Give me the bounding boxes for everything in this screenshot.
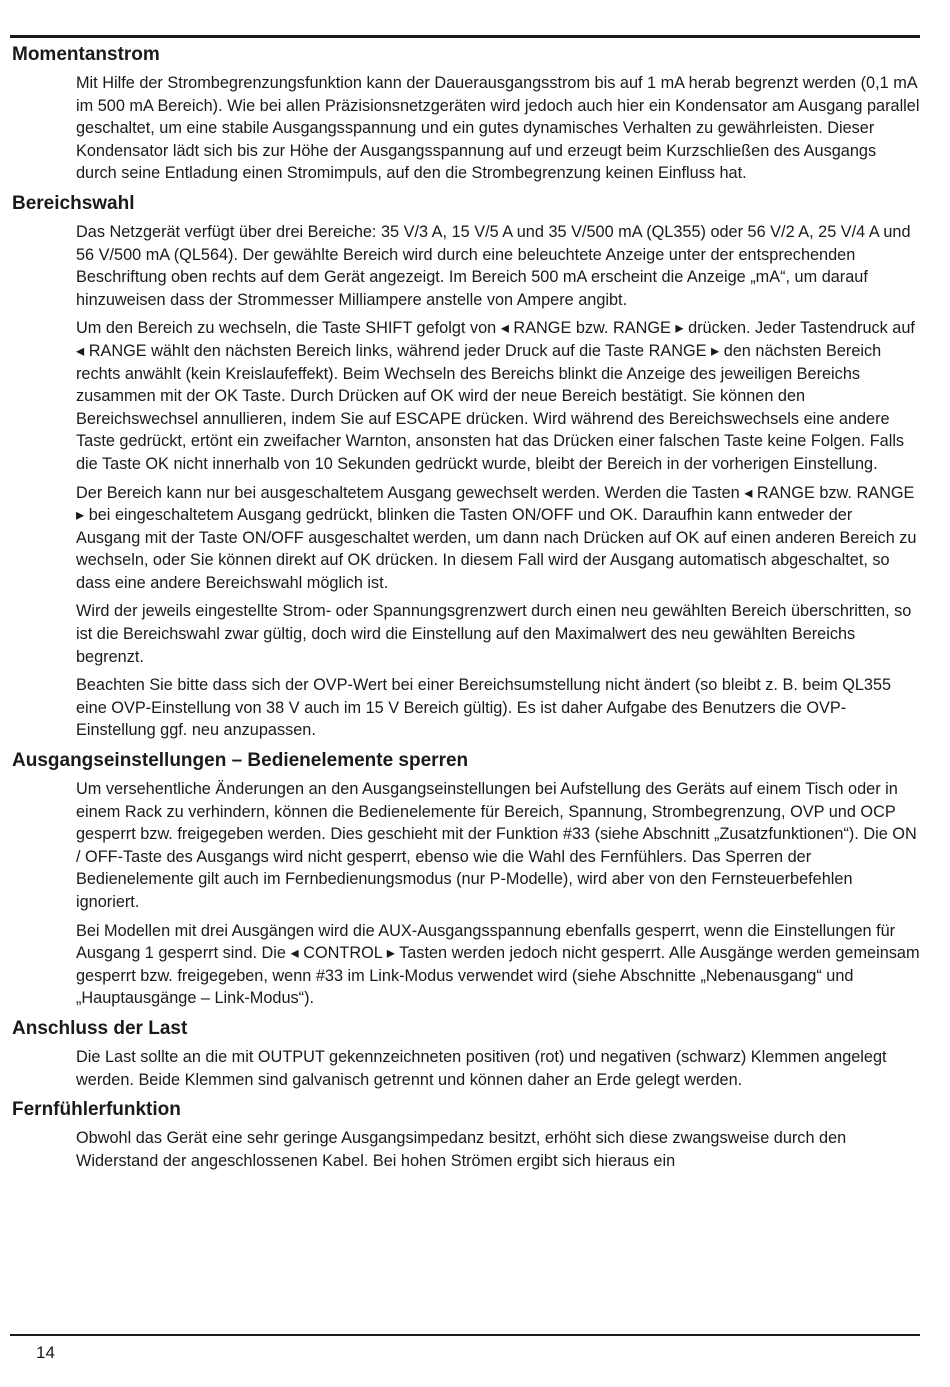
paragraph: Mit Hilfe der Strombegrenzungsfunktion kann der Dauerausgangsstrom bis auf 1 mA herab begrenzt werden (0,1 mA im 500 mA Bereich). Wie bei allen Präzisionsnetzgeräten wird jedoch auch hier ein Kondensator am Ausgang parallel geschaltet, um eine stabile Ausgangsspannung und ein gutes dynamisches Verhalten zu gewährleisten. Dieser Kondensator lädt sich bis zur Höhe der Ausgangsspannung auf und erzeugt beim Kurzschließen des Ausgangs durch seine Entladung einen Stromimpuls, auf den die Strombegrenzung keinen Einfluss hat. — [76, 74, 920, 183]
section-heading: Ausgangseinstellungen – Bedienelemente sperren — [12, 750, 469, 772]
paragraph: Beachten Sie bitte dass sich der OVP-Wert bei einer Bereichsumstellung nicht ändert (so bleibt z. B. beim QL355 eine OVP-Einstellung von 38 V auch im 15 V Bereich gültig). Es ist daher Aufgabe des Benutzers die OVP-Einstellung ggf. neu anzupassen. — [76, 676, 892, 740]
paragraph: Die Last sollte an die mit OUTPUT gekennzeichneten positiven (rot) und negativen (schwarz) Klemmen angelegt werden. Beide Klemmen sind galvanisch getrennt und können daher an Erde gelegt werden. — [76, 1047, 887, 1089]
section-heading: Momentanstrom — [12, 44, 160, 65]
paragraph: Um den Bereich zu wechseln, die Taste SHIFT gefolgt von ◂ RANGE bzw. RANGE ▸ drücken. Jeder Tastendruck auf ◂ RANGE wählt den nächsten Bereich links, während jeder Druck auf die Taste RANGE ▸ den nächsten Bereich rechts anwählt (kein Kreislaufeffekt). Beim Wechseln des Bereichs blinkt die Anzeige des jeweiligen Bereichs zusammen mit der OK Taste. Durch Drücken auf OK wird der neue Bereich bestätigt. Sie können den Bereichswechsel annullieren, indem Sie auf ESCAPE drücken. Wird während des Bereichswechsels eine andere Taste gedrückt, ertönt ein zweifacher Warnton, ansonsten hat das Drücken einer falschen Taste keine Folgen. Falls die Taste OK nicht innerhalb von 10 Sekunden gedrückt wurde, bleibt der Bereich in der vorherigen Einstellung. — [76, 319, 915, 473]
section-bedienelemente-sperren — [12, 748, 920, 1010]
bottom-rule — [10, 1334, 920, 1336]
paragraph: Bei Modellen mit drei Ausgängen wird die AUX-Ausgangsspannung ebenfalls gesperrt, wenn die Einstellungen für Ausgang 1 gesperrt sind. Die ◂ CONTROL ▸ Tasten werden jedoch nicht gesperrt. Alle Ausgänge werden gemeinsam gesperrt bzw. freigegeben, wenn #33 im Link-Modus verwendet wird (siehe Abschnitte „Nebenausgang“ und „Hauptausgänge – Link-Modus“). — [76, 921, 920, 1008]
page-number: 14 — [36, 1343, 55, 1362]
section-heading: Fernfühlerfunktion — [12, 1099, 181, 1121]
section-anschluss-der-last — [12, 1016, 920, 1091]
section-bereichswahl — [12, 191, 920, 742]
paragraph: Wird der jeweils eingestellte Strom- oder Spannungsgrenzwert durch einen neu gewählten Bereich überschritten, so ist die Bereichswahl zwar gültig, doch wird die Einstellung auf den Maximalwert des neu gewählten Bereichs begrenzt. — [76, 602, 912, 666]
section-fernfuehlerfunktion — [12, 1097, 920, 1172]
paragraph: Das Netzgerät verfügt über drei Bereiche: 35 V/3 A, 15 V/5 A und 35 V/500 mA (QL355) oder 56 V/2 A, 25 V/4 A und 56 V/500 mA (QL564). Der gewählte Bereich wird durch eine beleuchtete Anzeige unter der entsprechenden Beschriftung oben rechts auf dem Gerät angezeigt. Im Bereich 500 mA erscheint die Anzeige „mA“, um darauf hinzuweisen dass der Strommesser Milliampere anstelle von Ampere angibt. — [76, 222, 911, 309]
top-rule — [10, 35, 920, 38]
section-heading: Bereichswahl — [12, 192, 135, 214]
section-heading: Anschluss der Last — [12, 1017, 188, 1039]
paragraph: Um versehentliche Änderungen an den Ausgangseinstellungen bei Aufstellung des Geräts auf einem Tisch oder in einem Rack zu verhindern, können die Bedienelemente für Bereich, Spannung, Strombegrenzung, OVP und OCP gesperrt bzw. freigegeben werden. Dies geschieht mit der Funktion #33 (siehe Abschnitt „Zusatzfunktionen“). Die ON / OFF-Taste des Ausgangs wird nicht gesperrt, ebenso wie die Wahl des Fernfühlers. Das Sperren der Bedienelemente gilt auch im Fernbedienungsmodus (nur P-Modelle), wird aber von den Fernsteuerbefehlen ignoriert. — [76, 780, 917, 911]
paragraph: Obwohl das Gerät eine sehr geringe Ausgangsimpedanz besitzt, erhöht sich diese zwangsweise durch den Widerstand der angeschlossenen Kabel. Bei hohen Strömen ergibt sich hieraus ein — [76, 1129, 847, 1170]
document-body — [12, 42, 920, 1178]
paragraph: Der Bereich kann nur bei ausgeschaltetem Ausgang gewechselt werden. Werden die Tasten ◂ RANGE bzw. RANGE ▸ bei eingeschaltetem Ausgang gedrückt, blinken die Tasten ON/OFF und OK. Daraufhin kann entweder der Ausgang mit der Taste ON/OFF ausgeschaltet werden, um dann nach Drücken auf OK auf einen anderen Bereich zu wechseln, oder Sie können direkt auf OK drücken. In diesem Fall wird der Ausgang automatisch abgeschaltet, so dass eine andere Bereichswahl möglich ist. — [76, 483, 917, 592]
section-momentanstrom — [12, 42, 920, 185]
